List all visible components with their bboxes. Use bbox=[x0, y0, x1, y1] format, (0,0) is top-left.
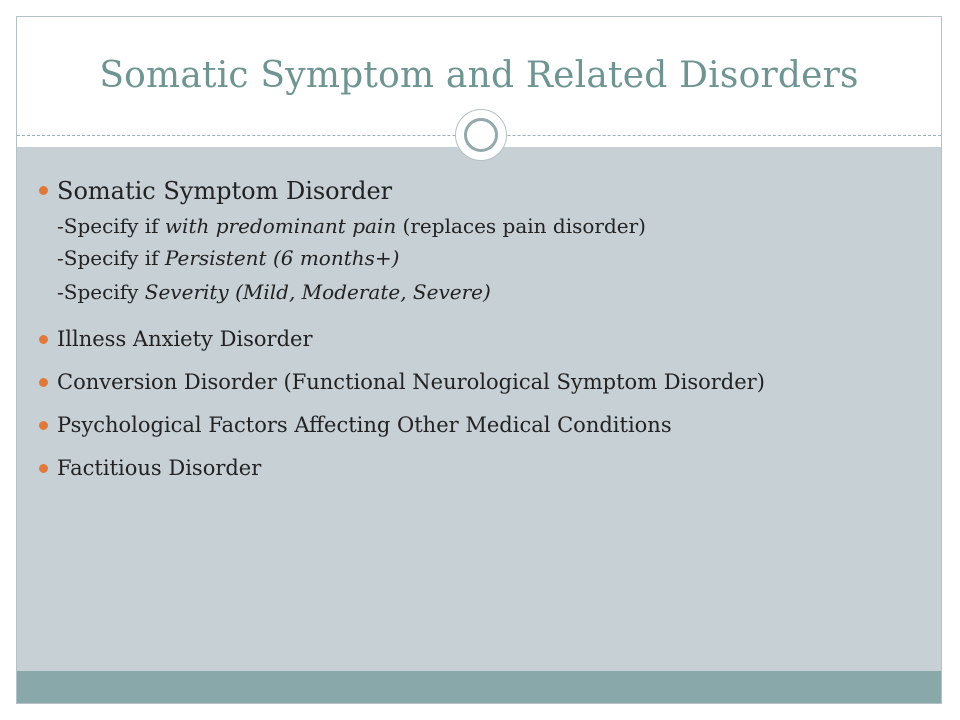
bullet-text: Factitious Disorder bbox=[57, 456, 262, 480]
bullet-psychological-factors bbox=[39, 410, 919, 440]
subpoint-emphasis: Severity (Mild, Moderate, Severe) bbox=[144, 280, 491, 304]
bullet-heading: Somatic Symptom Disorder bbox=[57, 177, 393, 205]
subpoint-prefix: -Specify if bbox=[57, 214, 165, 238]
bullet-dot-icon bbox=[39, 464, 48, 473]
bullet-text: Psychological Factors Affecting Other Medical Conditions bbox=[57, 413, 672, 437]
bullet-list bbox=[39, 174, 919, 496]
subpoint-suffix: (replaces pain disorder) bbox=[396, 214, 646, 238]
slide bbox=[16, 16, 942, 704]
bullet-text: Conversion Disorder (Functional Neurological Symptom Disorder) bbox=[57, 370, 765, 394]
subpoint-prefix: -Specify if bbox=[57, 246, 165, 270]
subpoint-emphasis: with predominant pain bbox=[164, 214, 397, 238]
bullet-illness-anxiety bbox=[39, 324, 919, 354]
subpoint-severity bbox=[57, 272, 919, 312]
bullet-conversion-disorder bbox=[39, 367, 919, 397]
subpoint-emphasis: Persistent (6 months+) bbox=[164, 246, 400, 270]
circle-ornament-icon bbox=[455, 109, 507, 161]
bullet-dot-icon bbox=[39, 335, 48, 344]
subpoint-predominant-pain bbox=[57, 208, 919, 244]
slide-title: Somatic Symptom and Related Disorders bbox=[99, 55, 859, 96]
bullet-somatic-symptom-disorder bbox=[39, 174, 919, 312]
bullet-text: Illness Anxiety Disorder bbox=[57, 327, 313, 351]
subpoint-prefix: -Specify bbox=[57, 280, 145, 304]
footer-band bbox=[17, 671, 941, 704]
bullet-dot-icon bbox=[39, 186, 48, 195]
bullet-dot-icon bbox=[39, 378, 48, 387]
subpoint-persistent bbox=[57, 244, 919, 272]
bullet-dot-icon bbox=[39, 421, 48, 430]
bullet-factitious-disorder bbox=[39, 453, 919, 483]
circle-ring bbox=[464, 118, 498, 152]
